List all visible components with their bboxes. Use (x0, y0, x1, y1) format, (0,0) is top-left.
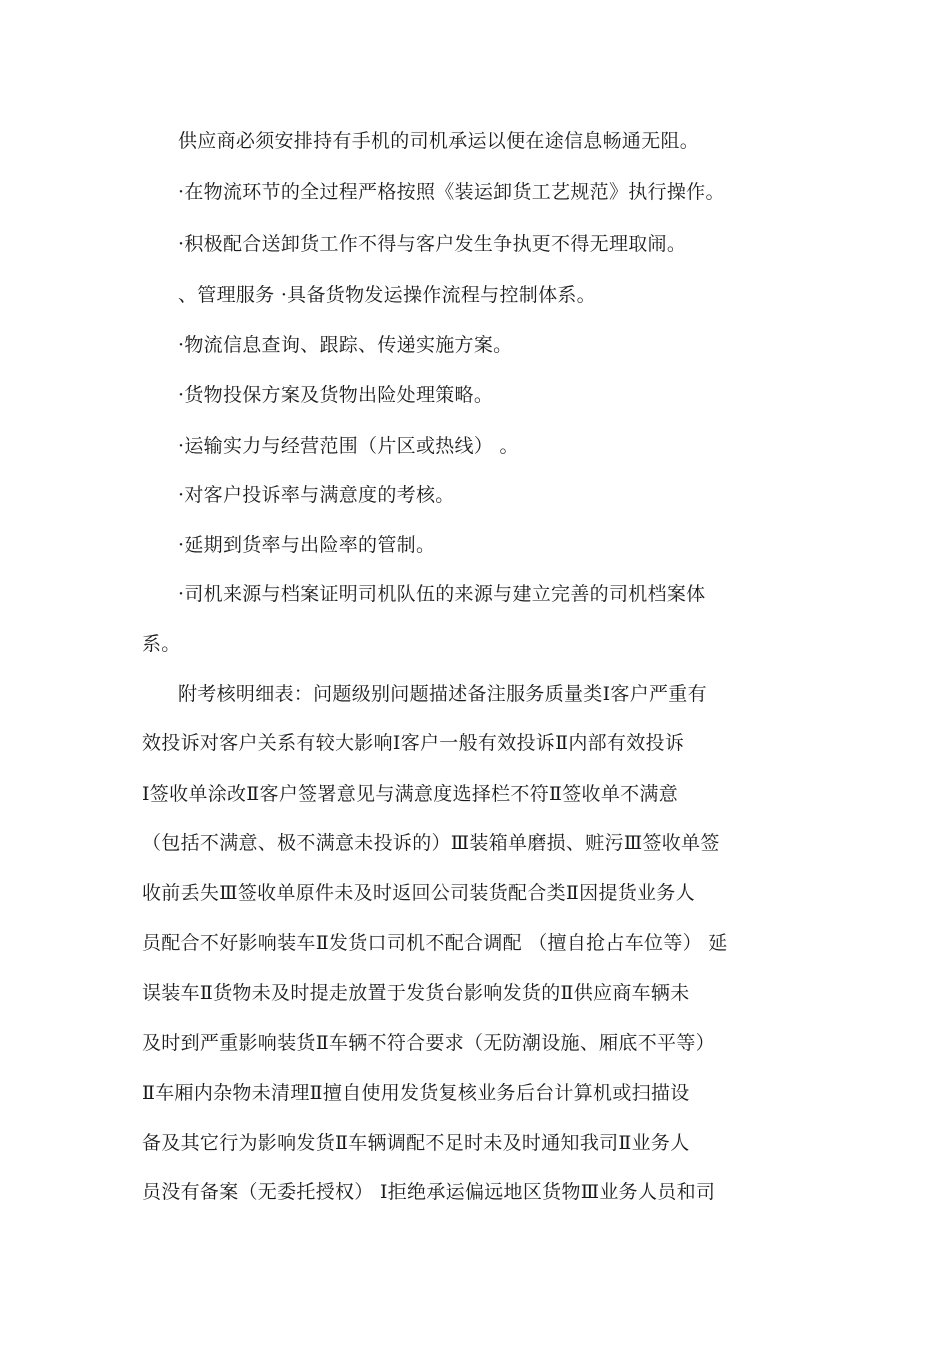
paragraph-line: 备及其它行为影响发货Ⅱ车辆调配不足时未及时通知我司Ⅱ业务人 (142, 1132, 690, 1154)
paragraph-line: Ⅱ车厢内杂物未清理Ⅱ擅自使用发货复核业务后台计算机或扫描设 (142, 1082, 690, 1104)
paragraph-line: 收前丢失Ⅲ签收单原件未及时返回公司装货配合类Ⅱ因提货业务人 (142, 882, 695, 904)
bullet-line: ·物流信息查询、跟踪、传递实施方案。 (178, 334, 513, 356)
paragraph-line: 供应商必须安排持有手机的司机承运以便在途信息畅通无阻。 (178, 130, 700, 152)
paragraph-line: 误装车Ⅱ货物未及时提走放置于发货台影响发货的Ⅱ供应商车辆未 (142, 982, 690, 1004)
bullet-line: ·在物流环节的全过程严格按照《装运卸货工艺规范》执行操作。 (178, 181, 725, 203)
paragraph-line: 效投诉对客户关系有较大影响Ⅰ客户一般有效投诉Ⅱ内部有效投诉 (142, 732, 685, 754)
bullet-line: ·货物投保方案及货物出险处理策略。 (178, 384, 494, 406)
section-line: 、管理服务 ·具备货物发运操作流程与控制体系。 (178, 284, 596, 306)
paragraph-line: 及时到严重影响装货Ⅱ车辆不符合要求（无防潮设施、厢底不平等） (142, 1032, 715, 1054)
paragraph-line: 附考核明细表：问题级别问题描述备注服务质量类Ⅰ客户严重有 (178, 683, 707, 705)
paragraph-line: 员配合不好影响装车Ⅱ发货口司机不配合调配 （擅自抢占车位等） 延 (142, 932, 728, 954)
bullet-line: ·延期到货率与出险率的管制。 (178, 534, 436, 556)
bullet-line: ·积极配合送卸货工作不得与客户发生争执更不得无理取闹。 (178, 233, 687, 255)
bullet-line: ·司机来源与档案证明司机队伍的来源与建立完善的司机档案体 (178, 583, 706, 605)
paragraph-line: Ⅰ签收单涂改Ⅱ客户签署意见与满意度选择栏不符Ⅱ签收单不满意 (142, 783, 679, 805)
paragraph-line: （包括不满意、极不满意未投诉的）Ⅲ装箱单磨损、赃污Ⅲ签收单签 (142, 832, 720, 854)
paragraph-line: 系。 (142, 633, 181, 655)
bullet-line: ·对客户投诉率与满意度的考核。 (178, 484, 455, 506)
paragraph-line: 员没有备案（无委托授权） Ⅰ拒绝承运偏远地区货物Ⅲ业务人员和司 (142, 1181, 716, 1203)
bullet-line: ·运输实力与经营范围（片区或热线） 。 (178, 435, 519, 457)
